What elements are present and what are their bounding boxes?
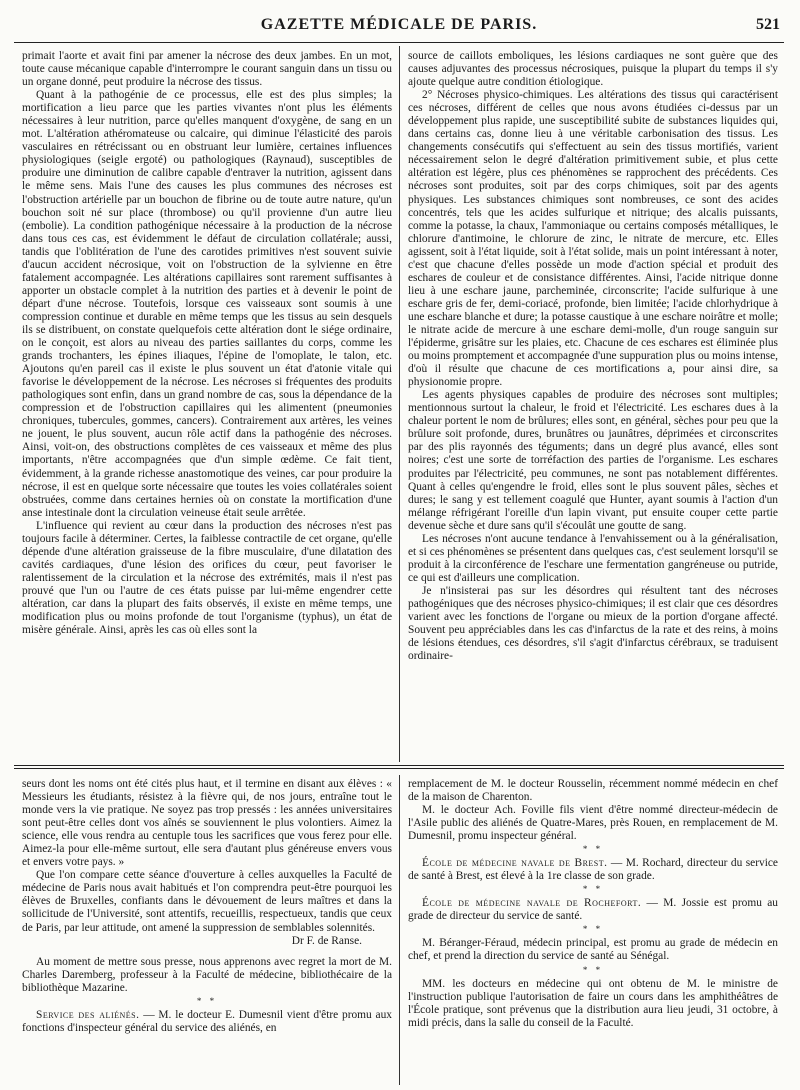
paragraph: primait l'aorte et avait fini par amener la nécrose des deux jambes. En un mot, toute cause mécanique capable d'interrompre le courant sanguin dans un tissu ou un organe donné, peut produire la nécrose des tissus. xyxy=(22,50,392,89)
paragraph: 2° Nécroses physico-chimiques. Les altérations des tissus qui caractérisent ces nécroses, différent de celles que nous avons étudiées ci-dessus par un développement plus rapide, une susceptibilité subite de substances liquides qui, dans certains cas, donne lieu à une véritable carbonisation des tissus. Les changements consécutifs qui s'effectuent au sein des tissus mortifiés, varient nécessairement selon le degré d'altération primitivement subie, et plus cette altération est légère, plus ces phénomènes se rapprochent des précédents. Ces nécroses sont produites, soit par des corps chimiques, soit par des agents physiques. Les substances chimiques sont nombreuses, ce sont des acides concentrés, tels que les acides sulfurique et nitrique; des alcalis puissants, comme la potasse, la chaux, l'ammoniaque ou certains composés métalliques, le chlorure d'antimoine, le chlorure de zinc, le nitrate de mercure, etc. Elles agissent, soit à l'état liquide, soit à l'état solide, mais un point intéressant à noter, c'est que chacune d'elles possède un mode d'action spécial et produit des eschares de couleur et de consistance différentes. Ainsi, l'acide nitrique donne lieu à une eschare jaune, parcheminée, circonscrite; l'acide sulfurique à une eschare gris de fer, demi-coriacé, profonde, bien limitée; l'acide chlorhydrique à une eschare blanche et dure; la potasse caustique à une eschare noirâtre et molle; le nitrate acide de mercure à une eschare demi-molle, d'un rouge sanguin sur l'épiderme, grisâtre sur les plaies, etc. Chacune de ces eschares est éliminée plus ou moins promptement et accompagnée d'une suppuration plus ou moins intense, d'où il résulte que chacune de ces mortifications a, pour ainsi dire, sa physionomie propre. xyxy=(408,89,778,389)
paragraph: seurs dont les noms ont été cités plus haut, et il termine en disant aux élèves : « Messieurs les étudiants, résistez à la fièvre qui, de nos jours, entraîne tout le monde vers la vie pratique. Ne soyez pas trop pressés : les années universitaires sont peut-être celles dont vos aînés se souviennent le plus volontiers. Aimez la science, elle vous rendra au centuple tous les sacrifices que vous ferez pour elle. Aimez-la pour elle-même surtout, elle sera d'autant plus généreuse envers vous et envers votre pays. » xyxy=(22,778,392,869)
paragraph: remplacement de M. le docteur Rousselin, récemment nommé médecin en chef de la maison de Charenton. xyxy=(408,778,778,804)
column-divider xyxy=(399,775,400,1085)
section-rule xyxy=(14,768,784,769)
author-signature: Dr F. de Ranse. xyxy=(291,934,362,947)
section-title: Service des aliénés. xyxy=(36,1008,140,1021)
paragraph-text: — M. le docteur E. Dumesnil vient d'être promu aux fonctions d'inspecteur général du service des aliénés, en xyxy=(22,1008,392,1034)
separator-stars: * * xyxy=(582,884,604,895)
section-rule xyxy=(14,765,784,766)
paragraph: Je n'insisterai pas sur les désordres qui résultent tant des nécroses pathogéniques que des nécroses physico-chimiques; il est clair que ces désordres varient avec les fonctions de l'organe ou mieux de la portion d'organe affecté. Souvent peu appréciables dans les cas d'infarctus de la rate et des reins, à moins de lésions étendues, ces désordres, s'il s'agit d'infarctus cérébraux, se traduisent ordinaire- xyxy=(408,584,778,663)
page-header xyxy=(14,14,784,40)
news-column-left xyxy=(22,778,392,1083)
separator-stars: * * xyxy=(582,844,604,855)
news-column-right xyxy=(408,778,778,1083)
journal-title: GAZETTE MÉDICALE DE PARIS. xyxy=(260,16,538,33)
paragraph-text: — M. Jossie est promu au grade de directeur du service de santé. xyxy=(408,897,778,923)
paragraph: MM. les docteurs en médecine qui ont obtenu de M. le ministre de l'instruction publique l'autorisation de faire un cours dans les amphithéâtres de l'École pratique, sont prévenus que la distribution aura lieu jeudi, 31 octobre, à midi précis, dans la salle du conseil de la Faculté. xyxy=(408,977,778,1029)
paragraph xyxy=(22,1009,392,1035)
paragraph: Que l'on compare cette séance d'ouverture à celles auxquelles la Faculté de médecine de Paris nous avait habitués et l'on comprendra peut-être pourquoi les élèves de Bruxelles, confiants dans le dévouement de leurs maîtres et dans la sollicitude de l'Université, sont attentifs, recueillis, respectueux, tandis que ceux de Paris, par leur attitude, ont amené la suppression de semblables solennités. xyxy=(22,869,392,934)
paragraph: Quant à la pathogénie de ce processus, elle est des plus simples; la mortification a lieu parce que les parties vivantes n'ont plus les éléments nécessaires à leur nutrition, parce qu'elles manquent d'oxygène, de sang en un mot. L'altération athéromateuse ou calcaire, qui diminue l'élasticité des parois vasculaires en rétrécissant ou en obstruant leur lumière, certaines influences physiologiques (seigle ergoté) ou pathologiques (Raynaud), susceptibles de produire une diminution de calibre capable d'entraver la nutrition, agissent dans le même sens. Mais l'une des causes les plus communes des nécroses est l'obstruction artérielle par un bouchon de fibrine ou de toute autre nature, qu'un bouchon soit né sur place (thrombose) ou qu'il provienne d'un autre lieu (embolie). La condition pathogénique nécessaire à la production de la nécrose dans tous ces cas, est évidemment le défaut de circulation collatérale; aussi, tandis que l'oblitération de l'une des carotides primitives n'est souvent suivie d'aucun accident nécrosique, voit on l'obstruction de la sylvienne en être fatalement accompagnée. Les altérations capillaires sont rarement suffisantes à apporter un obstacle complet à la nutrition des parties et à devenir le point de départ d'une nécrose. Toutefois, lorsque ces vaisseaux sont soumis à une compression continue et durable en même temps que les tissus au sein desquels ils se distribuent, on constate quelquefois cette altération dont le siége ordinaire, on le conçoit, est alors au niveau des parties saillantes du corps, comme les grands trochanters, les épines iliaques, l'épine de l'omoplate, le talon, etc. Ajoutons qu'en pareil cas il existe le plus souvent un état d'atonie vitale qui favorise le développement de la nécrose. Les nécroses si fréquentes des produits pathologiques sont enfin, dans un grand nombre de cas, sous la dépendance de la compression et de l'obstruction capillaires qui les alimentent (pneumonies chroniques, tubercules, gommes, cancers). Contrairement aux artères, les veines ne jouent, le plus souvent, aucun rôle actif dans la pathogénie des nécroses. Ainsi, voit-on, des obstructions complètes de ces vaisseaux et même des plus importants, n'être accompagnées que d'un simple œdème. Ce fait tient, évidemment, à la grande richesse anastomotique des veines, car pour produire la nécrose, il est en quelque sorte nécessaire que toutes les voies collatérales soient obstruées, comme dans certaines hernies où on constate la mortification d'une anse intestinale dont la circulation veineuse était seule arrêtée. xyxy=(22,89,392,519)
paragraph: M. le docteur Ach. Foville fils vient d'être nommé directeur-médecin de l'Asile public des aliénés de Quatre-Mares, près Rouen, en remplacement de M. Dumesnil, promu inspecteur général. xyxy=(408,804,778,843)
column-divider xyxy=(399,46,400,762)
paragraph xyxy=(408,897,778,923)
paragraph: source de caillots emboliques, les lésions cardiaques ne sont guère que des causes adjuvantes des processus nécrosiques, puisque la plupart du temps il s'y ajoute quelque autre condition étiologique. xyxy=(408,50,778,89)
paragraph: M. Béranger-Féraud, médecin principal, est promu au grade de médecin en chef, et prend la direction du service de santé au Sénégal. xyxy=(408,937,778,963)
separator-stars: * * xyxy=(582,964,604,975)
paragraph: Au moment de mettre sous presse, nous apprenons avec regret la mort de M. Charles Daremberg, professeur à la Faculté de médecine, bibliothécaire de la bibliothèque Mazarine. xyxy=(22,955,392,994)
section-title: École de médecine navale de Rochefort. xyxy=(422,897,642,910)
paragraph-text: — M. Rochard, directeur du service de santé à Brest, est élevé à la 1re classe de son grade. xyxy=(408,857,778,883)
paragraph: L'influence qui revient au cœur dans la production des nécroses n'est pas toujours facile à déterminer. Certes, la faiblesse contractile de cet organe, qu'elle dépende d'une altération graisseuse de la fibre musculaire, d'une dilatation des cavités cardiaques, d'une lésion des orifices du cœur, peut favoriser le ralentissement de la circulation et la nécrose des extrémités, mais il n'est pas prouvé que l'un ou l'autre de ces états puisse par lui-même engendrer cette altération, car dans la plupart des faits observés, il existe en même temps, une modification plus ou moins profonde de tout l'organisme (typhus), un état de misère générale. Ainsi, après les cas où elles sont la xyxy=(22,519,392,637)
article-column-left xyxy=(22,50,392,758)
article-column-right xyxy=(408,50,778,758)
page-number: 521 xyxy=(756,16,780,33)
paragraph: Les agents physiques capables de produire des nécroses sont multiples; mentionnous surtout la chaleur, le froid et l'électricité. Les eschares dues à la chaleur portent le nom de brûlures; elles sont, en général, sèches pour peu que la brûlure soit profonde, dures, brunâtres ou jaunâtres, déprimées et circonscrites par des plis rayonnés des téguments; dans un degré plus avancé, elles sont noires; c'est une sorte de torréfaction des parties de l'organisme. Les eschares produites par l'électricité, peu communes, ne sont pas notablement différentes. Quant à celles qu'engendre le froid, elles sont le plus souvent pâles, sèches et dures; le sang y est tellement coagulé que Hunter, ayant soumis à l'action d'un mélange réfrigérant l'oreille d'un lapin vivant, put ensuite couper cette partie devenue sèche et dure sans qu'il s'écoulât une goutte de sang. xyxy=(408,389,778,532)
header-rule xyxy=(14,42,784,43)
paragraph: Les nécroses n'ont aucune tendance à l'envahissement ou à la généralisation, et si ces phénomènes se présentent dans quelques cas, c'est seulement lorsqu'il se produit à la circonférence de l'eschare une fermentation gangréneuse ou putride, ce qui est d'ailleurs une complication. xyxy=(408,532,778,584)
separator-stars: * * xyxy=(196,995,218,1006)
section-title: École de médecine navale de Brest. xyxy=(422,857,608,870)
separator-stars: * * xyxy=(582,924,604,935)
paragraph xyxy=(408,857,778,883)
